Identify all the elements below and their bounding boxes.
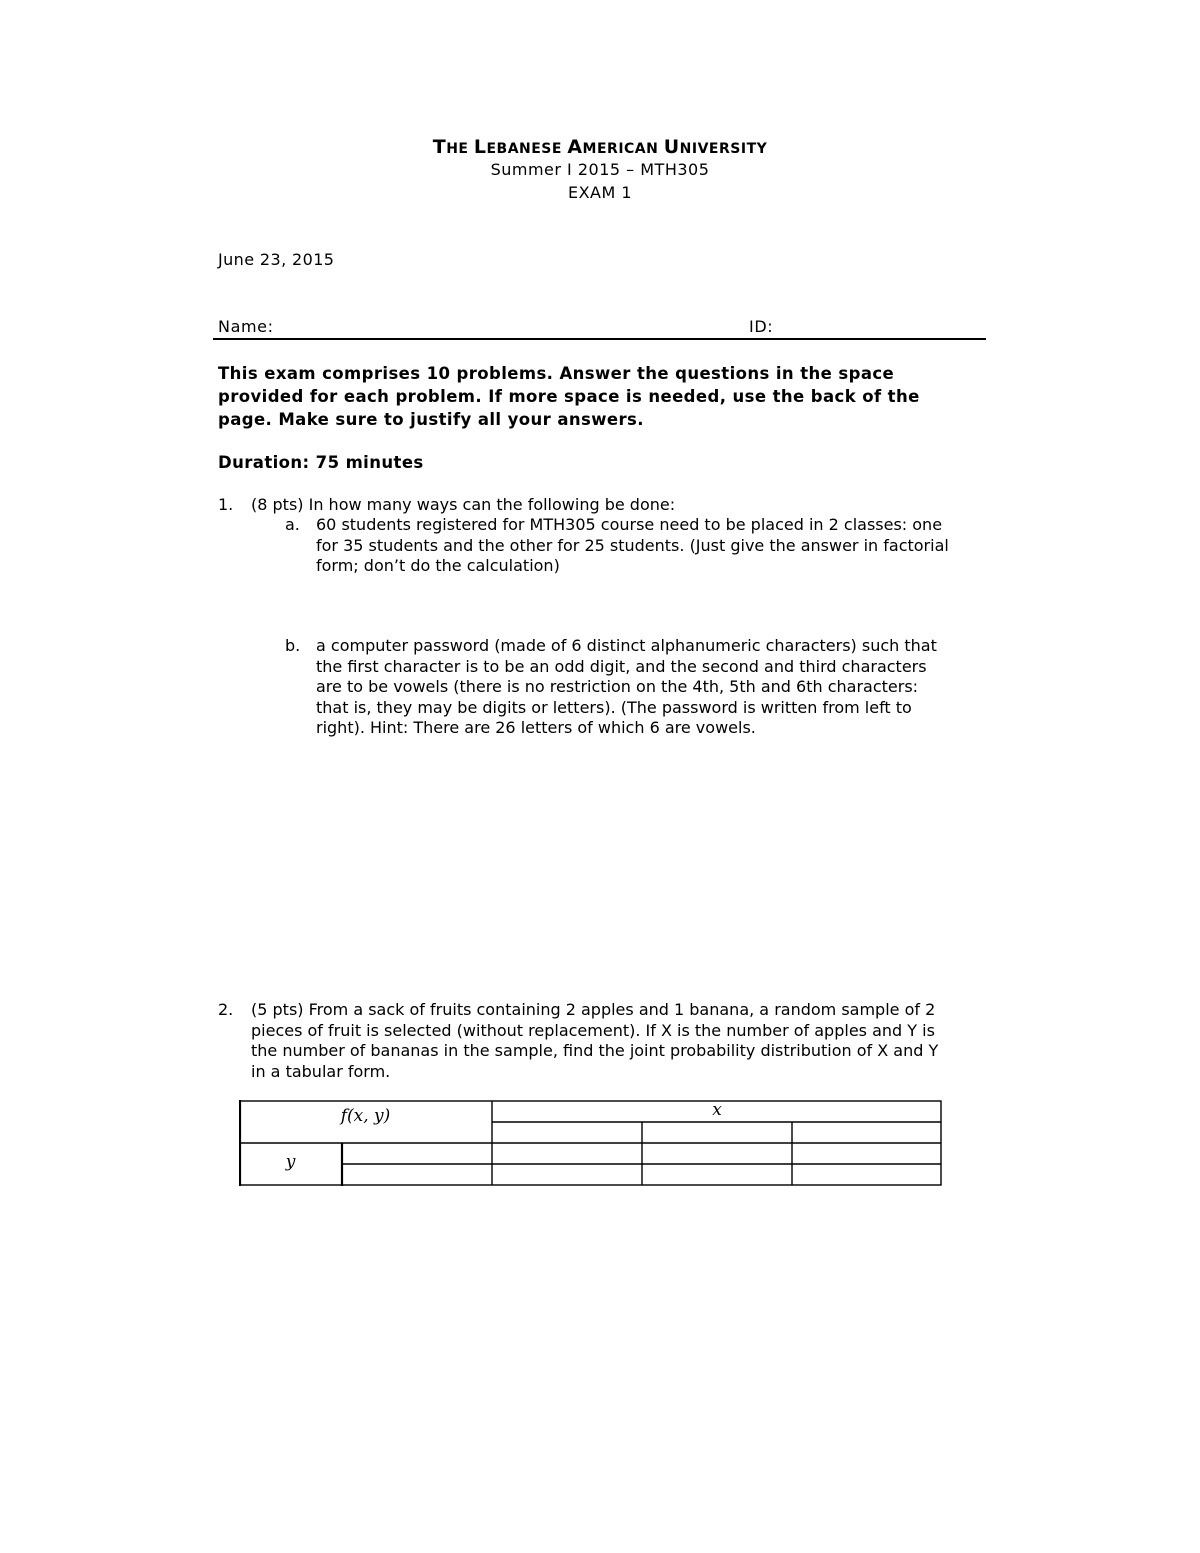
title-part: A <box>567 136 583 158</box>
joint-distribution-table <box>239 1100 942 1186</box>
instruction-line: provided for each problem. If more space is needed, use the back of the <box>218 387 920 406</box>
name-label: Name: <box>218 317 274 336</box>
problem-1a-text <box>316 515 949 577</box>
university-title <box>0 136 1200 158</box>
name-id-rule <box>213 338 986 340</box>
title-part: EBANESE <box>486 141 568 157</box>
instruction-line: This exam comprises 10 problems. Answer the questions in the space <box>218 364 895 383</box>
exam-title: EXAM 1 <box>567 183 633 202</box>
problem-number: 1. <box>218 495 234 514</box>
problem-line: right). Hint: There are 26 letters of which 6 are vowels. <box>316 718 756 737</box>
problem-line: the number of bananas in the sample, find the joint probability distribution of X and Y <box>251 1041 939 1060</box>
id-label: ID: <box>749 317 774 336</box>
title-part: U <box>663 136 680 158</box>
exam-date: June 23, 2015 <box>218 250 335 269</box>
problem-2-text <box>251 1000 938 1082</box>
problem-line: are to be vowels (there is no restriction on the 4th, 5th and 6th characters: <box>316 677 919 696</box>
duration: Duration: 75 minutes <box>218 453 424 472</box>
title-part: HE <box>446 141 474 157</box>
instructions <box>218 362 984 431</box>
problem-1b-text <box>316 636 937 739</box>
title-part: T <box>432 136 447 158</box>
problem-1-text <box>251 495 675 516</box>
table-corner-label: f(x, y) <box>340 1106 391 1126</box>
problem-line: the first character is to be an odd digit, and the second and third characters <box>316 656 927 676</box>
problem-line: for 35 students and the other for 25 students. (Just give the answer in factorial <box>316 535 949 555</box>
table-column-header: x <box>712 1100 722 1120</box>
problem-line: in a tabular form. <box>251 1061 391 1081</box>
instruction-line: page. Make sure to justify all your answers. <box>218 410 644 429</box>
problem-line: (8 pts) In how many ways can the following be done: <box>251 495 676 514</box>
problem-line: pieces of fruit is selected (without replacement). If X is the number of apples and Y is <box>251 1020 935 1040</box>
title-part: NIVERSITY <box>679 141 768 157</box>
problem-line: form; don’t do the calculation) <box>316 556 560 575</box>
term-line: Summer I 2015 – MTH305 <box>490 160 710 179</box>
problem-line: that is, they may be digits or letters). (The password is written from left to <box>316 697 912 717</box>
part-letter: a. <box>285 515 300 534</box>
problem-line: 60 students registered for MTH305 course need to be placed in 2 classes: one <box>316 515 943 534</box>
part-letter: b. <box>285 636 301 655</box>
problem-line: (5 pts) From a sack of fruits containing 2 apples and 1 banana, a random sample of 2 <box>251 1000 936 1019</box>
table-row-header: y <box>285 1152 296 1172</box>
title-part: L <box>473 136 487 158</box>
title-part: MERICAN <box>582 141 664 157</box>
problem-number: 2. <box>218 1000 234 1019</box>
problem-line: a computer password (made of 6 distinct alphanumeric characters) such that <box>316 636 937 655</box>
